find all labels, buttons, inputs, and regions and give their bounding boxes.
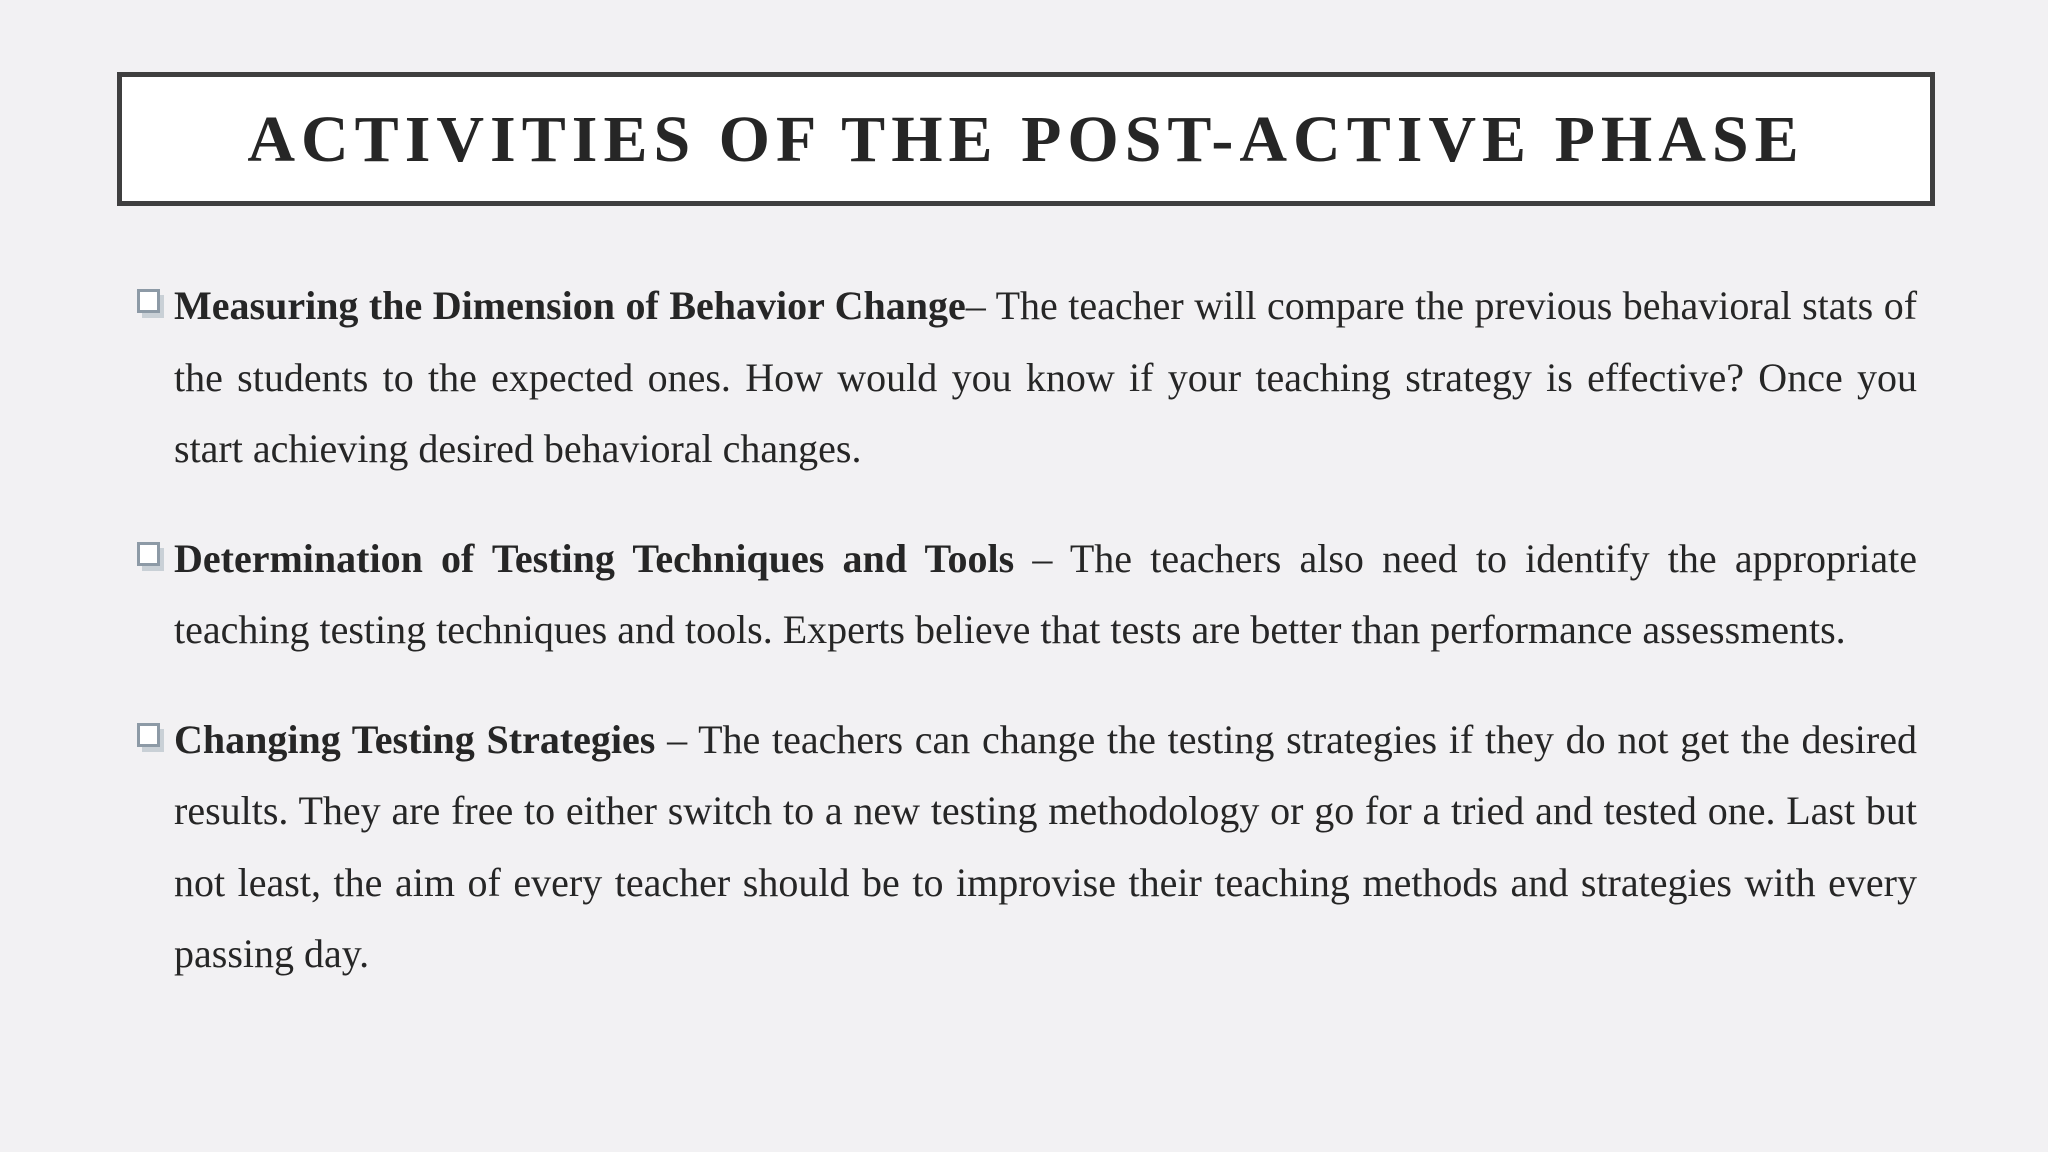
bullet-term: Determination of Testing Techniques and Tools: [174, 535, 1015, 581]
bullet-text: The teachers also need to identify the appropriate teaching testing techniques and tools. Experts believe that tests are better than performance assessments.: [174, 535, 1917, 652]
title-box: [117, 72, 1935, 206]
bullet-item-testing-techniques: [137, 523, 1917, 666]
slide-title: ACTIVITIES OF THE POST-ACTIVE PHASE: [247, 103, 1805, 176]
bullet-item-testing-strategies: [137, 704, 1917, 990]
bullet-term: Changing Testing Strategies: [174, 716, 656, 762]
bullet-term: Measuring the Dimension of Behavior Change: [174, 283, 966, 328]
checkbox-icon: [137, 723, 165, 753]
bullet-text: The teachers can change the testing strategies if they do not get the desired results. They are free to either switch to a new testing methodology or go for a tried and tested one. Last but not least, the aim of every teacher should be to improvise their teaching methods and strategies with every passing day.: [174, 716, 1917, 976]
bullet-separator: –: [965, 283, 996, 328]
bullet-separator: –: [655, 716, 699, 762]
bullet-text: The teacher will compare the previous behavioral stats of the students to the expected ones. How would you know if your teaching strategy is effective? Once you start achieving desired behavioral changes.: [174, 283, 1918, 471]
checkbox-icon: [137, 289, 165, 319]
bullet-item-behavior-change: [137, 270, 1917, 485]
checkbox-icon: [137, 542, 165, 572]
bullet-separator: –: [1014, 535, 1070, 581]
bullet-list: [137, 270, 1917, 990]
